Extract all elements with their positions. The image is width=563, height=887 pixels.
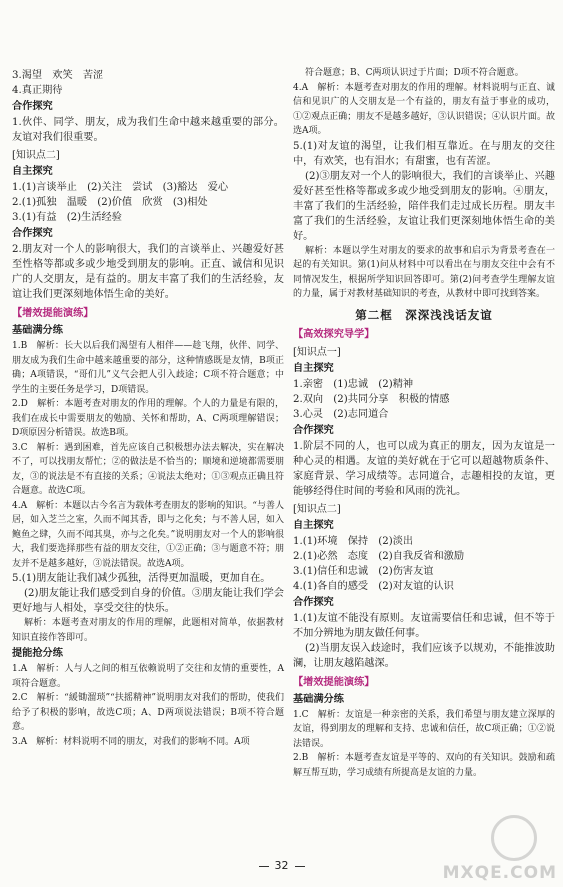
- answer-line: 3.心灵 (2)志同道合: [293, 408, 389, 420]
- answer-line: 3.(1)有益 (2)生活经验: [12, 212, 122, 223]
- answer-explanation: 解析：本题以学生对朋友的要求的故事和启示为背景考查在一起的有关知识。第(1)问从材料中可以看出在与朋友交往中会有不同情况发生，根据所学知识回答即可。第(2)问考查学生理解友谊的力量，属于对教材基础知识的考查，从教材中即可找到答案。: [293, 245, 555, 299]
- section-heading: 合作探究: [293, 596, 334, 608]
- answer-paragraph: 5.(1)对友谊的渴望，让我们相互靠近。在与朋友的交往中，有欢笑，也有泪水；有甜蜜，也有苦涩。: [293, 140, 555, 167]
- section-heading: 自主探究: [12, 166, 53, 177]
- watermark: [427, 817, 557, 887]
- answer-explanation: 1.A 解析：人与人之间的相互依赖说明了交往和友情的重要性，A项符合题意。: [12, 664, 284, 689]
- answer-explanation: 4.A 解析：本题以古今名言为载体考查朋友的影响的知识。“与善人居，如入芝兰之室，久而不闻其香，即与之化矣；与不善人居，如入鲍鱼之肆，久而不闻其臭，亦与之化矣。”说明朋友对一个人的影响很大，我们要选择那些有益的朋友交往，①②正确；③与题意不符；朋友并不是越多越好，③说法错误。故选A项。: [12, 500, 284, 569]
- section-heading: 基础满分练: [12, 325, 63, 336]
- section-heading: 合作探究: [12, 101, 53, 112]
- answer-line: 2.双向 (2)共同分享 积极的情感: [293, 393, 450, 405]
- answer-line: 3.(1)信任和忠诚 (2)伤害友谊: [293, 565, 434, 577]
- answer-explanation: 4.A 解析：本题考查对朋友的作用的理解。材料说明与正直、诚信和见识广的人交朋友是一个有益的，朋友有益于事业的成功，①②观点正确；朋友不是越多越好，③认识错误；④认识片面。故选A项。: [293, 82, 555, 136]
- answer-explanation: 2.B 解析：本题考查友谊是平等的、双向的有关知识。鼓励和疏解互帮互助，学习成绩有所提高是友谊的力量。: [293, 753, 555, 778]
- answer-line: 2.(1)孤独 温暖 (2)价值 欣赏 (3)相处: [12, 197, 208, 208]
- dash-icon: [295, 866, 305, 867]
- page-number-text: 32: [274, 859, 289, 872]
- knowledge-point-label: [知识点二]: [293, 503, 341, 515]
- answer-explanation: 1.B 解析：长大以后我们渴望有人相伴——趁飞翔，伙伴、同学、朋友成为我们生命中越来越重要的部分，这种情感既是友情，B项正确；A项错误，“哥们儿”义气会把人引入歧途；C项不符合题意；中学生的主要任务是学习，D项错误。: [12, 341, 284, 395]
- watermark-text: MXQE.COM: [442, 863, 557, 883]
- answer-explanation: 3.A 解析：材料说明不同的朋友，对我们的影响不同。A项: [12, 736, 250, 747]
- answer-paragraph: (2)③朋友对一个人的影响很大，我们的言谈举止、兴趣爱好甚至性格等都或多或少地受到朋友的影响。④朋友，丰富了我们的生活经验，陪伴我们走过成长历程。朋友丰富了我们的生活经验，友谊让我们更深刻地体悟生命的美好。: [293, 170, 555, 242]
- answer-paragraph: 1.阶层不同的人，也可以成为真正的朋友，因为友谊是一种心灵的相遇。友谊的美好就在于它可以超越物质条件、家庭背景、学习成绩等。志同道合，志趣相投的友谊，更能够经得住时间的考验和风雨的洗礼。: [293, 440, 555, 497]
- right-column: [293, 66, 555, 780]
- answer-paragraph: 1.(1)友谊不能没有原则。友谊需要信任和忠诚，但不等于不加分辨地为朋友做任何事。: [293, 612, 555, 639]
- answer-line: 1.(1)环境 保持 (2)淡出: [293, 535, 414, 547]
- answer-explanation: 解析：本题考查对朋友的作用的理解，此题相对简单，依据教材知识直接作答即可。: [12, 618, 284, 643]
- section-banner: 【高效探究导学】: [293, 328, 375, 340]
- section-title: 第二框 深深浅浅话友谊: [355, 307, 493, 322]
- answer-explanation: 符合题意；B、C两项认识过于片面；D项不符合题意。: [305, 68, 524, 78]
- knowledge-point-label: [知识点一]: [293, 346, 341, 358]
- section-banner: 【增效提能演练】: [12, 308, 94, 319]
- section-heading: 自主探究: [293, 362, 334, 374]
- section-heading: 合作探究: [293, 424, 334, 436]
- answer-explanation: 3.C 解析：遇到困难，首先应该自己积极想办法去解决，实在解决不了，可以找朋友帮忙；②的做法是不恰当的；顺境和逆境都需要朋友，③的说法是不有直接的关系；④说法太绝对；①③观点正确且符合题意。故选C项。: [12, 442, 284, 496]
- section-heading: 合作探究: [12, 228, 53, 239]
- left-column: [12, 68, 284, 749]
- section-banner: 【增效提能演练】: [293, 676, 375, 688]
- answer-line: 1.(1)言谈举止 (2)关注 尝试 (3)豁达 爱心: [12, 182, 229, 193]
- answer-line: 1.亲密 (1)忠诚 (2)精神: [293, 378, 414, 390]
- answer-paragraph: (2)当朋友误入歧途时，我们应该予以规劝，不能推波助澜，让朋友越陷越深。: [293, 642, 555, 669]
- answer-explanation: 1.C 解析：友谊是一种亲密的关系，我们希望与朋友建立深厚的友谊，得到朋友的理解和支持、忠诚和信任，故C项正确；①②说法错误。: [293, 709, 555, 749]
- section-heading: 自主探究: [293, 519, 334, 531]
- section-heading: 基础满分练: [293, 693, 344, 705]
- answer-line: 4.真正期待: [12, 85, 63, 96]
- section-heading: 提能抢分练: [12, 648, 63, 659]
- answer-line: 5.(1)朋友能让我们减少孤独，活得更加温暖，更加自在。: [12, 573, 271, 584]
- answer-line: (2)朋友能让我们感受到自身的价值。③朋友能让我们学会更好地与人相处，享受交往的快乐。: [12, 588, 284, 614]
- answer-line: 2.(1)必然 态度 (2)自我反省和激励: [293, 550, 465, 562]
- answer-line: 4.(1)各自的感受 (2)对友谊的认识: [293, 580, 454, 592]
- answer-explanation: 2.D 解析：本题考查对朋友的作用的理解。个人的力量是有限的，我们在成长中需要朋友的勉励、关怀和帮助，A、C两项理解错误；D项原因分析错误。故选B项。: [12, 399, 284, 438]
- answer-line: 3.渴望 欢笑 苦涩: [12, 70, 104, 81]
- dash-icon: [259, 866, 269, 867]
- knowledge-point-label: [知识点二]: [12, 150, 60, 161]
- watermark-logo-icon: [491, 815, 537, 861]
- answer-explanation: 2.C 解析：“緩锄溜琐”“扶摇精神”说明朋友对我们的帮助，使我们给予了积极的影响，故选C项；A、D两项说法错误；B项不符合题意。: [12, 693, 284, 732]
- answer-paragraph: 2.朋友对一个人的影响很大，我们的言谈举止、兴趣爱好甚至性格等都或多或少地受到朋友的影响。正直、诚信和见识广的人交朋友，是有益的。朋友丰富了我们的生活经验，友谊让我们更深刻地体悟生命的美好。: [12, 244, 284, 300]
- answer-paragraph: 1.伙伴、同学、朋友，成为我们生命中越来越重要的部分。友谊对我们很重要。: [12, 117, 284, 143]
